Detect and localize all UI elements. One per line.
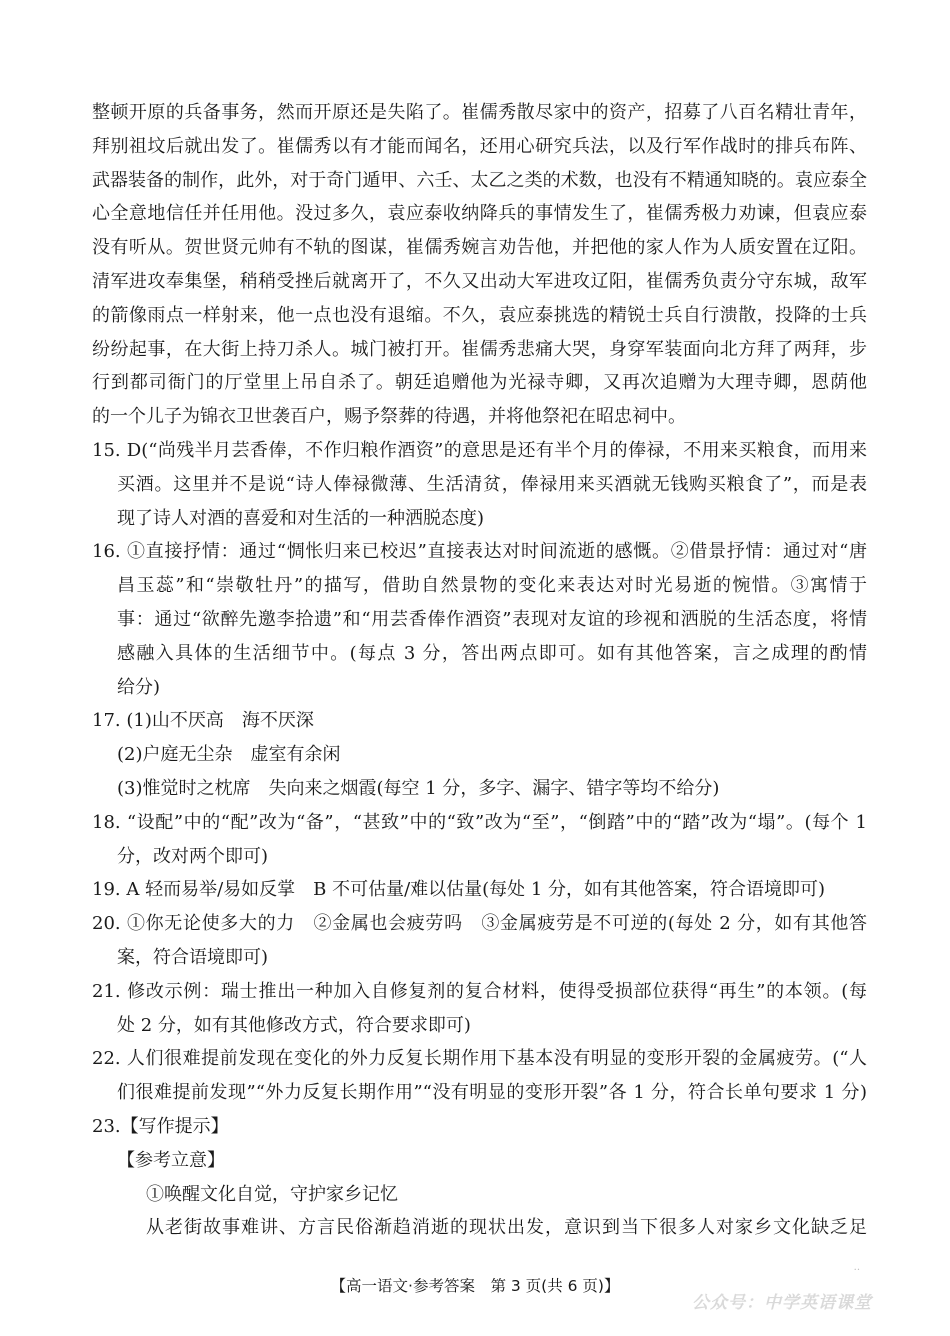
text-line: 18. “设配”中的“配”改为“备”，“甚致”中的“致”改为“至”，“倒踏”中的“踏”改为“塌”。(每个 1 (92, 811, 867, 833)
text-line: 清军进攻奉集堡，稍稍受挫后就离开了，不久又出动大军进攻辽阳，崔儒秀负责分守东城，敌军 (92, 270, 867, 292)
answer-20 (92, 907, 867, 975)
text-line: 22. 人们很难提前发现在变化的外力反复长期作用下基本没有明显的变形开裂的金属疲劳。(“人 (92, 1048, 867, 1070)
answer-18 (92, 806, 867, 874)
text-line: 的箭像雨点一样射来，他一点也没有退缩。不久，袁应泰挑选的精锐士兵自行溃散，投降的士兵 (92, 304, 867, 326)
watermark: 公众号：中学英语课堂 (692, 1293, 872, 1313)
answer-15 (92, 434, 867, 535)
text-line: 武器装备的制作，此外，对于奇门遁甲、六壬、太乙之类的术数，也没有不精通知晓的。袁应泰全 (92, 169, 867, 191)
page-footer: 【高一语文·参考答案 第 3 页(共 6 页)】 (330, 1277, 620, 1295)
text-line: 拜别祖坟后就出发了。崔儒秀以有才能而闻名，还用心研究兵法，以及行军作战时的排兵布阵、 (92, 135, 867, 157)
text-line: 没有听从。贺世贤元帅有不轨的图谋，崔儒秀婉言劝告他，并把他的家人作为人质安置在辽阳。 (92, 237, 867, 259)
text-line: 21. 修改示例：瑞士推出一种加入自修复剂的复合材料，使得受损部位获得“再生”的本领。(每 (92, 980, 867, 1002)
text-line: 15. D(“尚残半月芸香俸，不作归粮作酒资”的意思是还有半个月的俸禄，不用来买粮食，而用来 (92, 439, 867, 461)
answer-19 (92, 873, 867, 907)
text-line: 给分) (117, 676, 161, 698)
text-line: 事：通过“欲醉先邀李拾遗”和“用芸香俸作酒资”表现对友谊的珍视和洒脱的生活态度，将情 (117, 608, 867, 630)
text-line: (3)惟觉时之枕席 失向来之烟霞(每空 1 分，多字、漏字、错字等均不给分) (117, 777, 720, 799)
text-line: (2)户庭无尘杂 虚室有余闲 (117, 744, 341, 766)
section-heading: 23.【写作提示】 (92, 1115, 229, 1137)
text-line: 们很难提前发现”“外力反复长期作用”“没有明显的变形开裂”各 1 分，符合长单句要求 1 分) (117, 1082, 867, 1104)
text-line: 现了诗人对酒的喜爱和对生活的一种洒脱态度) (117, 507, 485, 529)
text-line: 分，改对两个即可) (117, 845, 269, 867)
text-line: 整顿开原的兵备事务，然而开原还是失陷了。崔儒秀散尽家中的资产，招募了八百名精壮青年， (92, 102, 867, 123)
text-line: 19. A 轻而易举/易如反掌 B 不可估量/难以估量(每处 1 分，如有其他答案，符合语境即可) (92, 879, 826, 901)
text-line: 16. ①直接抒情：通过“惆怅归来已校迟”直接表达对时间流逝的感慨。②借景抒情：通过对“唐 (92, 541, 867, 563)
answer-23 (92, 1110, 867, 1245)
text-line: 案，符合语境即可) (117, 946, 269, 968)
text-line: ①唤醒文化自觉，守护家乡记忆 (146, 1183, 398, 1205)
text-line: 纷纷起事，在大街上持刀杀人。城门被打开。崔儒秀悲痛大哭，身穿军装面向北方拜了两拜，步 (92, 338, 867, 360)
answer-22 (92, 1042, 867, 1110)
text-line: 行到都司衙门的厅堂里上吊自杀了。朝廷追赠他为光禄寺卿，又再次追赠为大理寺卿，恩荫他 (92, 372, 867, 394)
passage-translation (92, 96, 867, 434)
text-line: 心全意地信任并任用他。没过多久，袁应泰收纳降兵的事情发生了，崔儒秀极力劝谏，但袁应泰 (92, 203, 867, 225)
text-line: 20. ①你无论使多大的力 ②金属也会疲劳吗 ③金属疲劳是不可逆的(每处 2 分，如有其他答 (92, 913, 867, 935)
answer-16 (92, 535, 867, 704)
text-line: 买酒。这里并不是说“诗人俸禄微薄、生活清贫，俸禄用来买酒就无钱购买粮食了”，而是表 (117, 473, 867, 495)
decorative-mark: .. (853, 1262, 860, 1273)
text-line: 感融入具体的生活细节中。(每点 3 分，答出两点即可。如有其他答案，言之成理的酌情 (117, 642, 867, 664)
answer-17 (92, 704, 867, 805)
text-line: 的一个儿子为锦衣卫世袭百户，赐予祭葬的待遇，并将他祭祀在昭忠祠中。 (92, 406, 686, 428)
text-line: 昌玉蕊”和“崇敬牡丹”的描写，借助自然景物的变化来表达对时光易逝的惋惜。③寓情于 (117, 575, 867, 597)
text-line: 从老街故事难讲、方言民俗渐趋消逝的现状出发，意识到当下很多人对家乡文化缺乏足 (146, 1217, 867, 1239)
section-subheading: 【参考立意】 (117, 1149, 225, 1171)
answer-page (92, 96, 867, 1245)
answer-21 (92, 975, 867, 1043)
text-line: 处 2 分，如有其他修改方式，符合要求即可) (117, 1014, 471, 1036)
text-line: 17. (1)山不厌高 海不厌深 (92, 710, 314, 732)
